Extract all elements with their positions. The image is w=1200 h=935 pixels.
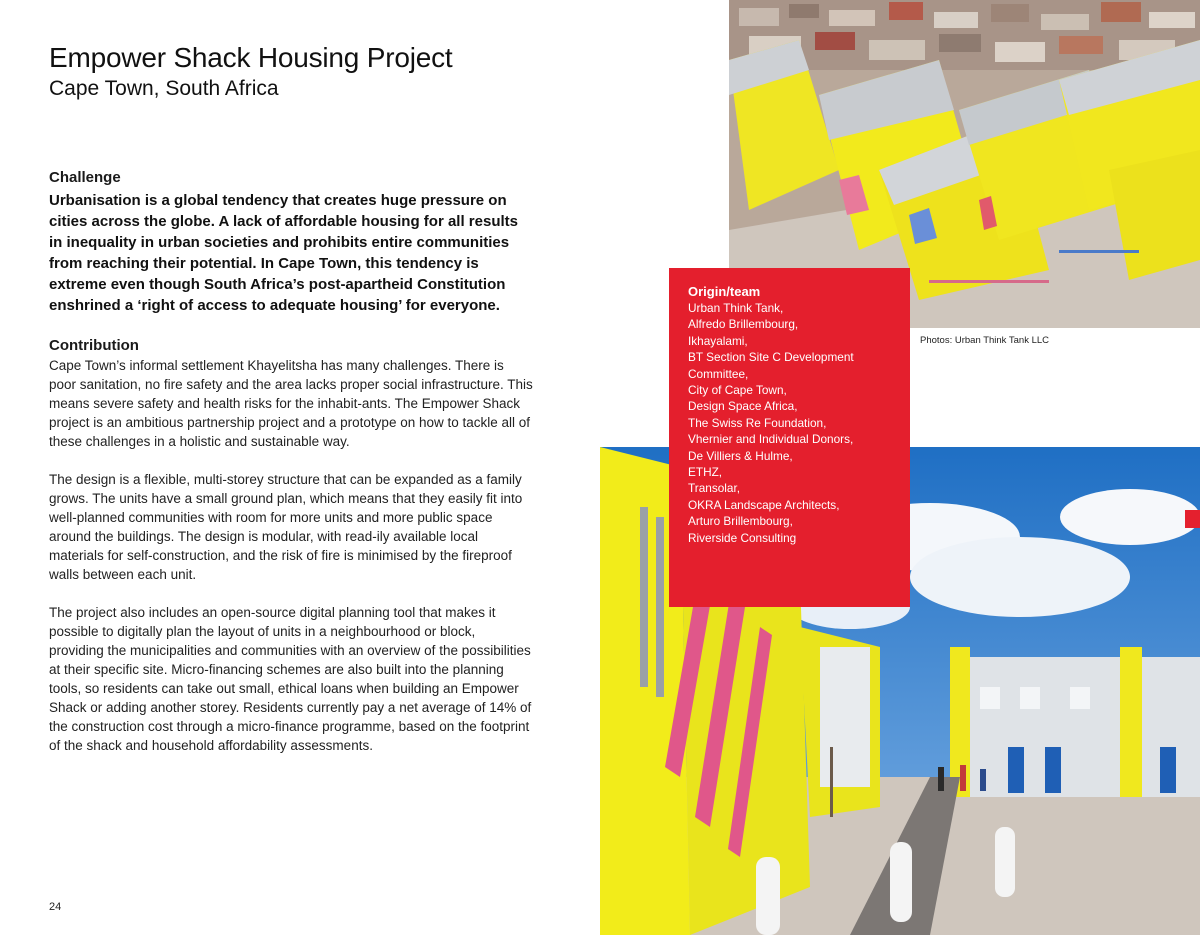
page-title: Empower Shack Housing Project [49,42,453,73]
photo-credit: Photos: Urban Think Tank LLC [920,335,1050,346]
team-member: De Villiers & Hulme, [688,448,793,463]
origin-team-heading: Origin/team [688,284,761,299]
contribution-paragraph: The project also includes an open-source digital planning tool that makes it possible to digitally plan the layout of units in a neighbourhood or block, providing the municipalities and communities with an overview of the possibilities at their specific site. Micro-financing schemes are also built into the planning tools, so residents can take out small, ethical loans when building an Empower Shack or adding another storey. Residents currently pay a net average of 14% of the construction cost through a micro-finance programme, based on the footprint of the shack and household affordability assessments. [49,605,532,753]
contribution-paragraph: The design is a flexible, multi-storey structure that can be expanded as a family grows. The units have a small ground plan, which means that they easily fit into well-planned communities with room for more units and more public space around the buildings. The design is modular, with read-ily available local materials for self-construction, and the risk of fire is minimised by the fireproof walls between each unit. [49,472,523,582]
team-member: City of Cape Town, [688,383,787,398]
contribution-heading: Contribution [49,337,139,354]
team-member: Committee, [688,366,749,381]
team-member: OKRA Landscape Architects, [688,497,840,512]
contribution-body [49,356,533,774]
red-marker [1185,510,1200,528]
page-subtitle: Cape Town, South Africa [49,77,279,100]
challenge-heading: Challenge [49,169,121,186]
team-member: Arturo Brillembourg, [688,514,793,529]
team-member: Riverside Consulting [688,530,797,545]
team-member: Vhernier and Individual Donors, [688,432,854,447]
team-member: ETHZ, [688,465,723,480]
team-member: The Swiss Re Foundation, [688,415,827,430]
origin-team-list [688,300,898,546]
team-member: BT Section Site C Development [688,350,854,365]
challenge-body: Urbanisation is a global tendency that creates huge pressure on cities across the globe. A lack of affordable housing for all results in inequality in urban societies and prohibits entire communities from reaching their potential. In Cape Town, this tendency is extreme even though South Africa’s post-apartheid Constitution enshrined a ‘right of access to adequate housing’ for everyone. [49,192,518,314]
team-member: Alfredo Brillembourg, [688,317,799,332]
team-member: Ikhayalami, [688,333,748,348]
origin-team-box [669,268,910,607]
team-member: Transolar, [688,481,741,496]
team-member: Urban Think Tank, [688,301,784,315]
contribution-paragraph: Cape Town’s informal settlement Khayelitsha has many challenges. There is poor sanitation, no fire safety and the area lacks proper social infrastructure. This means severe safety and health risks for the inhabit-ants. The Empower Shack project is an ambitious partnership project and a prototype on how to tackle all of these challenges in a holistic and sustainable way. [49,358,533,449]
page-number: 24 [49,901,62,913]
team-member: Design Space Africa, [688,399,798,414]
